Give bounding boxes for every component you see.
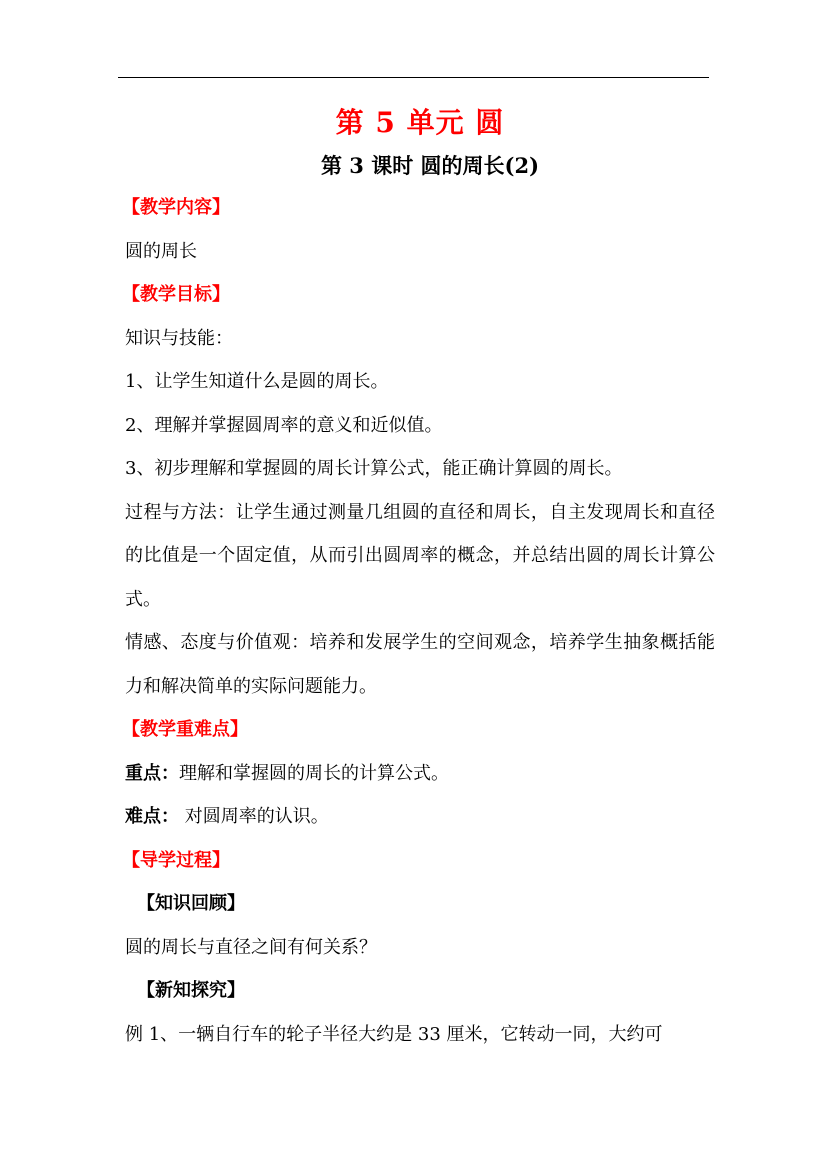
key-point-text: 理解和掌握圆的周长的计算公式。 [179, 762, 449, 784]
difficult-point-line [125, 795, 715, 839]
emotion-attitude-paragraph: 情感、态度与价值观：培养和发展学生的空间观念，培养学生抽象概括能力和解决简单的实际问题能力。 [125, 632, 715, 697]
subsection-heading-explore: 【新知探究】 [137, 980, 245, 1001]
objective-item: 2、理解并掌握圆周率的意义和近似值。 [125, 414, 443, 436]
subsection-heading-review: 【知识回顾】 [137, 893, 245, 914]
example-text: 例 1、一辆自行车的轮子半径大约是 33 厘米，它转动一同，大约可 [125, 1023, 663, 1045]
section-heading-process: 【导学过程】 [122, 849, 230, 871]
difficult-point-text: 对圆周率的认识。 [179, 806, 329, 827]
document-body [122, 100, 715, 1056]
difficult-point-label: 难点： [125, 806, 179, 827]
objective-item: 1、让学生知道什么是圆的周长。 [125, 371, 389, 392]
section-heading-content: 【教学内容】 [122, 197, 230, 218]
section-heading-key-points: 【教学重难点】 [122, 719, 248, 740]
process-method-paragraph: 过程与方法：让学生通过测量几组圆的直径和周长，自主发现周长和直径的比值是一个固定值，从而引出圆周率的概念，并总结出圆的周长计算公式。 [125, 501, 715, 610]
knowledge-label: 知识与技能： [125, 327, 233, 349]
key-point-label: 重点： [125, 762, 179, 784]
key-point-line [125, 752, 715, 796]
section-heading-objectives: 【教学目标】 [122, 284, 230, 305]
lesson-subtitle: 第 3 课时 圆的周长(2) [320, 153, 540, 178]
objective-item: 3、初步理解和掌握圆的周长计算公式，能正确计算圆的周长。 [125, 458, 623, 479]
content-text: 圆的周长 [125, 240, 197, 262]
unit-title: 第 5 单元 圆 [335, 106, 505, 139]
header-rule [118, 77, 709, 78]
review-question: 圆的周长与直径之间有何关系？ [125, 936, 377, 958]
